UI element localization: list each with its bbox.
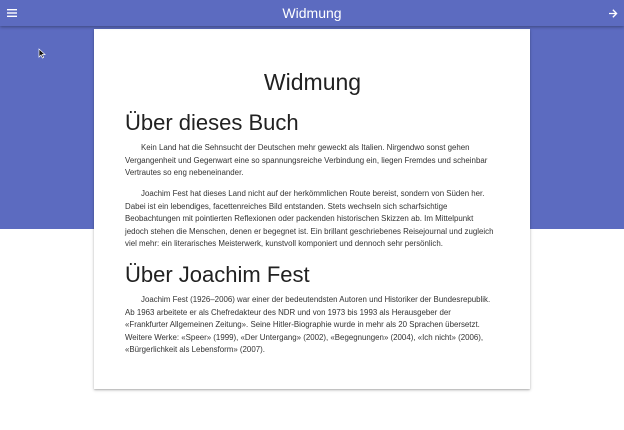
paragraph: Kein Land hat die Sehnsucht der Deutschen mehr geweckt als Italien. Nirgendwo sonst gehen Vergangenheit und Gegenwart eine so spannungsreiche Verbindung ein, liegen Fremdes und scheinbar Vertrautes so eng nebeneinander. <box>125 143 488 177</box>
paragraph: Joachim Fest hat dieses Land nicht auf der herkömmlichen Route bereist, sondern von Süden her. Dabei ist ein lebendiges, facettenreiches Bild entstanden. Stets wechseln sich scharfsichtige Beobachtungen mit pointierten Reflexionen oder packenden historischen Skizzen ab. Im Mittelpunkt jedoch stehen die Menschen, denen er begegnet ist. Ein brillant geschriebenes Reisejournal und zugleich viel mehr: ein literarisches Meisterwerk, kunstvoll komponiert und dennoch sehr persönlich. <box>125 189 494 248</box>
app-title: Widmung <box>282 5 342 21</box>
paragraph: Joachim Fest (1926–2006) war einer der bedeutendsten Autoren und Historiker der Bundesrepublik. Ab 1963 arbeitete er als Chefredakteur des NDR und von 1973 bis 1993 als Herausgeber der «Frankfurter Allgemeinen Zeitung». Seine Hitler-Biographie wurde in mehr als 20 Sprachen übersetzt. Weitere Werke: «Speer» (1999), «Der Untergang» (2002), «Begegnungen» (2004), «Ich nicht» (2006), «Bürgerlichkeit als Lebensform» (2007). <box>125 295 491 354</box>
mouse-cursor-icon <box>38 48 46 59</box>
document-title: Widmung <box>263 69 362 95</box>
document-page[interactable] <box>94 29 530 389</box>
top-app-bar <box>0 0 624 26</box>
section-heading-about-book: Über dieses Buch <box>125 110 299 135</box>
next-button[interactable] <box>603 3 623 23</box>
arrow-right-icon <box>609 9 618 18</box>
section-heading-about-author: Über Joachim Fest <box>125 262 310 287</box>
